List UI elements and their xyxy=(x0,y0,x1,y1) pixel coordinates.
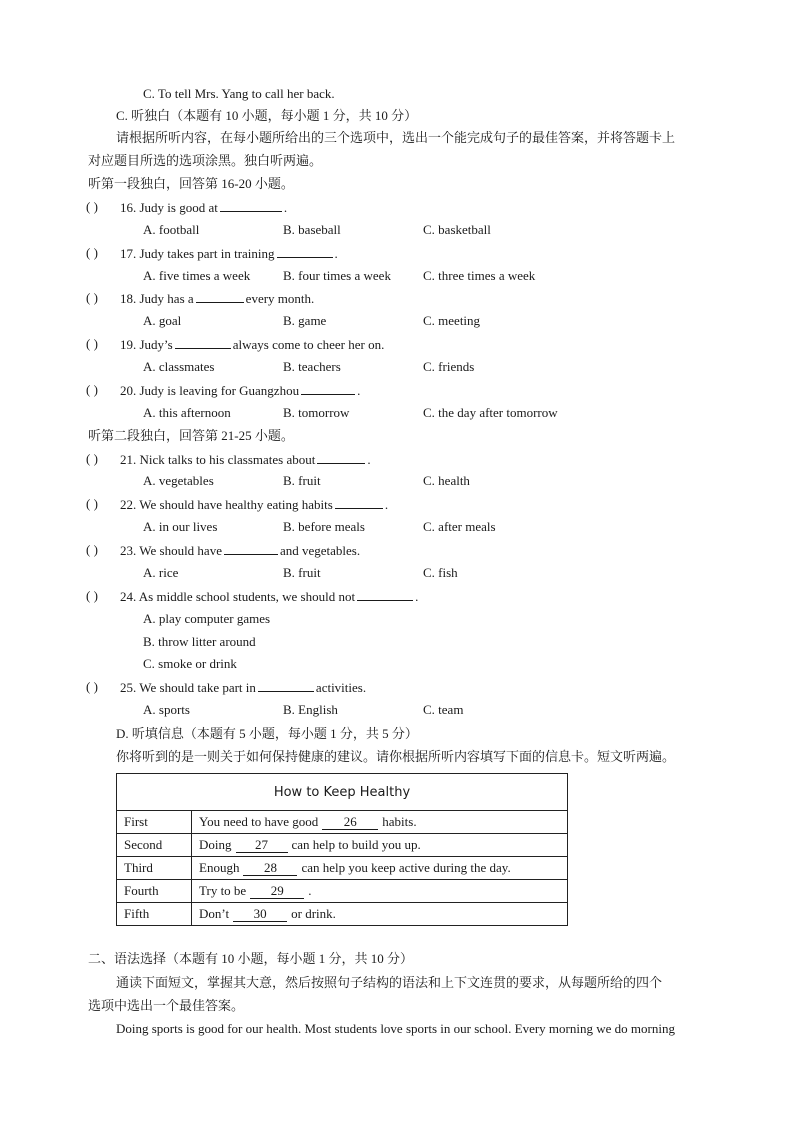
row-content xyxy=(192,834,568,857)
answer-blank xyxy=(196,290,244,303)
answer-paren[interactable]: ( ) xyxy=(86,679,98,694)
answer-paren[interactable]: ( ) xyxy=(86,496,98,511)
question-21-end: . xyxy=(367,452,371,467)
q19-option-a[interactable]: A. classmates xyxy=(143,359,215,374)
answer-paren[interactable]: ( ) xyxy=(86,451,98,466)
answer-blank xyxy=(277,245,333,258)
q17-option-c[interactable]: C. three times a week xyxy=(423,268,536,283)
question-17-end: . xyxy=(334,246,338,261)
q20-option-c[interactable]: C. the day after tomorrow xyxy=(423,405,558,420)
answer-paren[interactable]: ( ) xyxy=(86,290,98,305)
answer-paren[interactable]: ( ) xyxy=(86,336,98,351)
question-24-end: . xyxy=(415,589,419,604)
answer-blank xyxy=(317,451,365,464)
answer-paren[interactable]: ( ) xyxy=(86,588,98,603)
row-text: habits. xyxy=(382,814,417,829)
answer-paren[interactable]: ( ) xyxy=(86,245,98,260)
row-key-fourth: Fourth xyxy=(117,880,192,903)
section-c-heading: C. 听独白（本题有 10 小题，每小题 1 分，共 10 分） xyxy=(116,108,418,123)
question-18 xyxy=(120,290,314,307)
question-24-text: 24. As middle school students, we should not xyxy=(120,589,356,604)
q24-option-c[interactable]: C. smoke or drink xyxy=(143,656,237,671)
row-text: or drink. xyxy=(291,906,336,921)
row-key-third: Third xyxy=(117,857,192,880)
section-d-heading: D. 听填信息（本题有 5 小题，每小题 1 分，共 5 分） xyxy=(116,726,418,741)
question-19-end: always come to cheer her on. xyxy=(232,337,385,352)
row-content xyxy=(192,811,568,834)
table-row xyxy=(117,811,568,834)
row-text: Try to be xyxy=(199,883,247,898)
q21-option-c[interactable]: C. health xyxy=(423,473,470,488)
q22-option-c[interactable]: C. after meals xyxy=(423,519,496,534)
question-21-text: 21. Nick talks to his classmates about xyxy=(120,452,316,467)
question-25-end: activities. xyxy=(315,680,367,695)
table-row xyxy=(117,903,568,926)
q25-option-b[interactable]: B. English xyxy=(283,702,338,717)
answer-paren[interactable]: ( ) xyxy=(86,542,98,557)
question-17 xyxy=(120,245,338,262)
question-22-end: . xyxy=(384,497,389,512)
q25-option-c[interactable]: C. team xyxy=(423,702,464,717)
answer-blank xyxy=(357,588,413,601)
table-row xyxy=(117,880,568,903)
part2-intro: 听第二段独白，回答第 21-25 小题。 xyxy=(88,428,294,443)
info-card-title: How to Keep Healthy xyxy=(117,774,568,811)
question-16-end: . xyxy=(283,200,288,215)
answer-blank xyxy=(301,382,355,395)
part-two-instruction-line2: 选项中选出一个最佳答案。 xyxy=(88,998,245,1013)
answer-blank xyxy=(258,679,314,692)
answer-blank-27[interactable]: 27 xyxy=(236,838,288,853)
question-22 xyxy=(120,496,388,513)
row-text: Doing xyxy=(199,837,232,852)
section-c-instruction-line2: 对应题目所选的选项涂黑。独白听两遍。 xyxy=(88,153,323,168)
q18-option-b[interactable]: B. game xyxy=(283,313,327,328)
row-text: Enough xyxy=(199,860,240,875)
table-row xyxy=(117,834,568,857)
answer-blank-26[interactable]: 26 xyxy=(322,815,378,830)
row-key-first: First xyxy=(117,811,192,834)
answer-blank-29[interactable]: 29 xyxy=(250,884,304,899)
row-text: can help you keep active during the day. xyxy=(301,860,511,875)
answer-blank xyxy=(335,496,383,509)
q24-option-a[interactable]: A. play computer games xyxy=(143,611,271,626)
part-two-heading: 二、语法选择（本题有 10 小题，每小题 1 分，共 10 分） xyxy=(88,951,414,966)
part-two-instruction-line1: 通读下面短文，掌握其大意，然后按照句子结构的语法和上下文连贯的要求，从每题所给的四个 xyxy=(116,975,663,990)
row-text: Don’t xyxy=(199,906,230,921)
row-key-second: Second xyxy=(117,834,192,857)
table-row xyxy=(117,857,568,880)
question-16 xyxy=(120,199,287,216)
question-20 xyxy=(120,382,360,399)
answer-paren[interactable]: ( ) xyxy=(86,382,98,397)
row-text: . xyxy=(308,883,312,898)
q19-option-c[interactable]: C. friends xyxy=(423,359,475,374)
question-19-text: 19. Judy’s xyxy=(120,337,173,352)
answer-blank xyxy=(224,542,278,555)
q18-option-c[interactable]: C. meeting xyxy=(423,313,481,328)
question-24 xyxy=(120,588,418,605)
q18-option-a[interactable]: A. goal xyxy=(143,313,182,328)
question-20-text: 20. Judy is leaving for Guangzhou xyxy=(120,383,300,398)
question-23-text: 23. We should have xyxy=(120,543,222,558)
answer-paren[interactable]: ( ) xyxy=(86,199,98,214)
question-22-text: 22. We should have healthy eating habits xyxy=(120,497,333,512)
question-18-text: 18. Judy has a xyxy=(120,291,194,306)
q23-option-a[interactable]: A. rice xyxy=(143,565,179,580)
row-key-fifth: Fifth xyxy=(117,903,192,926)
answer-blank-30[interactable]: 30 xyxy=(233,907,287,922)
part1-intro: 听第一段独白，回答第 16-20 小题。 xyxy=(88,176,294,191)
section-c-instruction-line1: 请根据所听内容，在每小题所给出的三个选项中，选出一个能完成句子的最佳答案，并将答题卡上 xyxy=(116,130,676,145)
question-16-text: 16. Judy is good at xyxy=(120,200,218,215)
q19-option-b[interactable]: B. teachers xyxy=(283,359,341,374)
answer-blank xyxy=(220,199,282,212)
q16-option-c[interactable]: C. basketball xyxy=(423,222,491,237)
q16-option-a[interactable]: A. football xyxy=(143,222,200,237)
q17-option-b[interactable]: B. four times a week xyxy=(283,268,391,283)
q21-option-b[interactable]: B. fruit xyxy=(283,473,321,488)
q24-option-b[interactable]: B. throw litter around xyxy=(143,634,256,649)
q22-option-b[interactable]: B. before meals xyxy=(283,519,365,534)
passage-first-line: Doing sports is good for our health. Most students love sports in our school. Every morning we do morning xyxy=(116,1021,675,1036)
question-18-end: every month. xyxy=(245,291,315,306)
q17-option-a[interactable]: A. five times a week xyxy=(143,268,251,283)
q23-option-b[interactable]: B. fruit xyxy=(283,565,321,580)
q20-option-a[interactable]: A. this afternoon xyxy=(143,405,231,420)
question-21 xyxy=(120,451,371,468)
section-d-instruction: 你将听到的是一则关于如何保持健康的建议。请你根据所听内容填写下面的信息卡。短文听两遍。 xyxy=(116,749,676,764)
question-23 xyxy=(120,542,360,559)
q21-option-a[interactable]: A. vegetables xyxy=(143,473,214,488)
question-23-end: and vegetables. xyxy=(279,543,361,558)
question-20-end: . xyxy=(357,383,361,398)
row-content xyxy=(192,903,568,926)
row-text: You need to have good xyxy=(199,814,319,829)
question-19 xyxy=(120,336,384,353)
question-25 xyxy=(120,679,366,696)
answer-blank xyxy=(175,336,231,349)
row-text: can help to build you up. xyxy=(291,837,421,852)
question-17-text: 17. Judy takes part in training xyxy=(120,246,275,261)
info-card-table xyxy=(116,773,568,926)
row-content xyxy=(192,880,568,903)
q20-option-b[interactable]: B. tomorrow xyxy=(283,405,350,420)
question-25-text: 25. We should take part in xyxy=(120,680,256,695)
answer-blank-28[interactable]: 28 xyxy=(243,861,297,876)
option-c-previous-question: C. To tell Mrs. Yang to call her back. xyxy=(143,86,335,101)
q16-option-b[interactable]: B. baseball xyxy=(283,222,341,237)
q25-option-a[interactable]: A. sports xyxy=(143,702,190,717)
q22-option-a[interactable]: A. in our lives xyxy=(143,519,218,534)
row-content xyxy=(192,857,568,880)
q23-option-c[interactable]: C. fish xyxy=(423,565,458,580)
